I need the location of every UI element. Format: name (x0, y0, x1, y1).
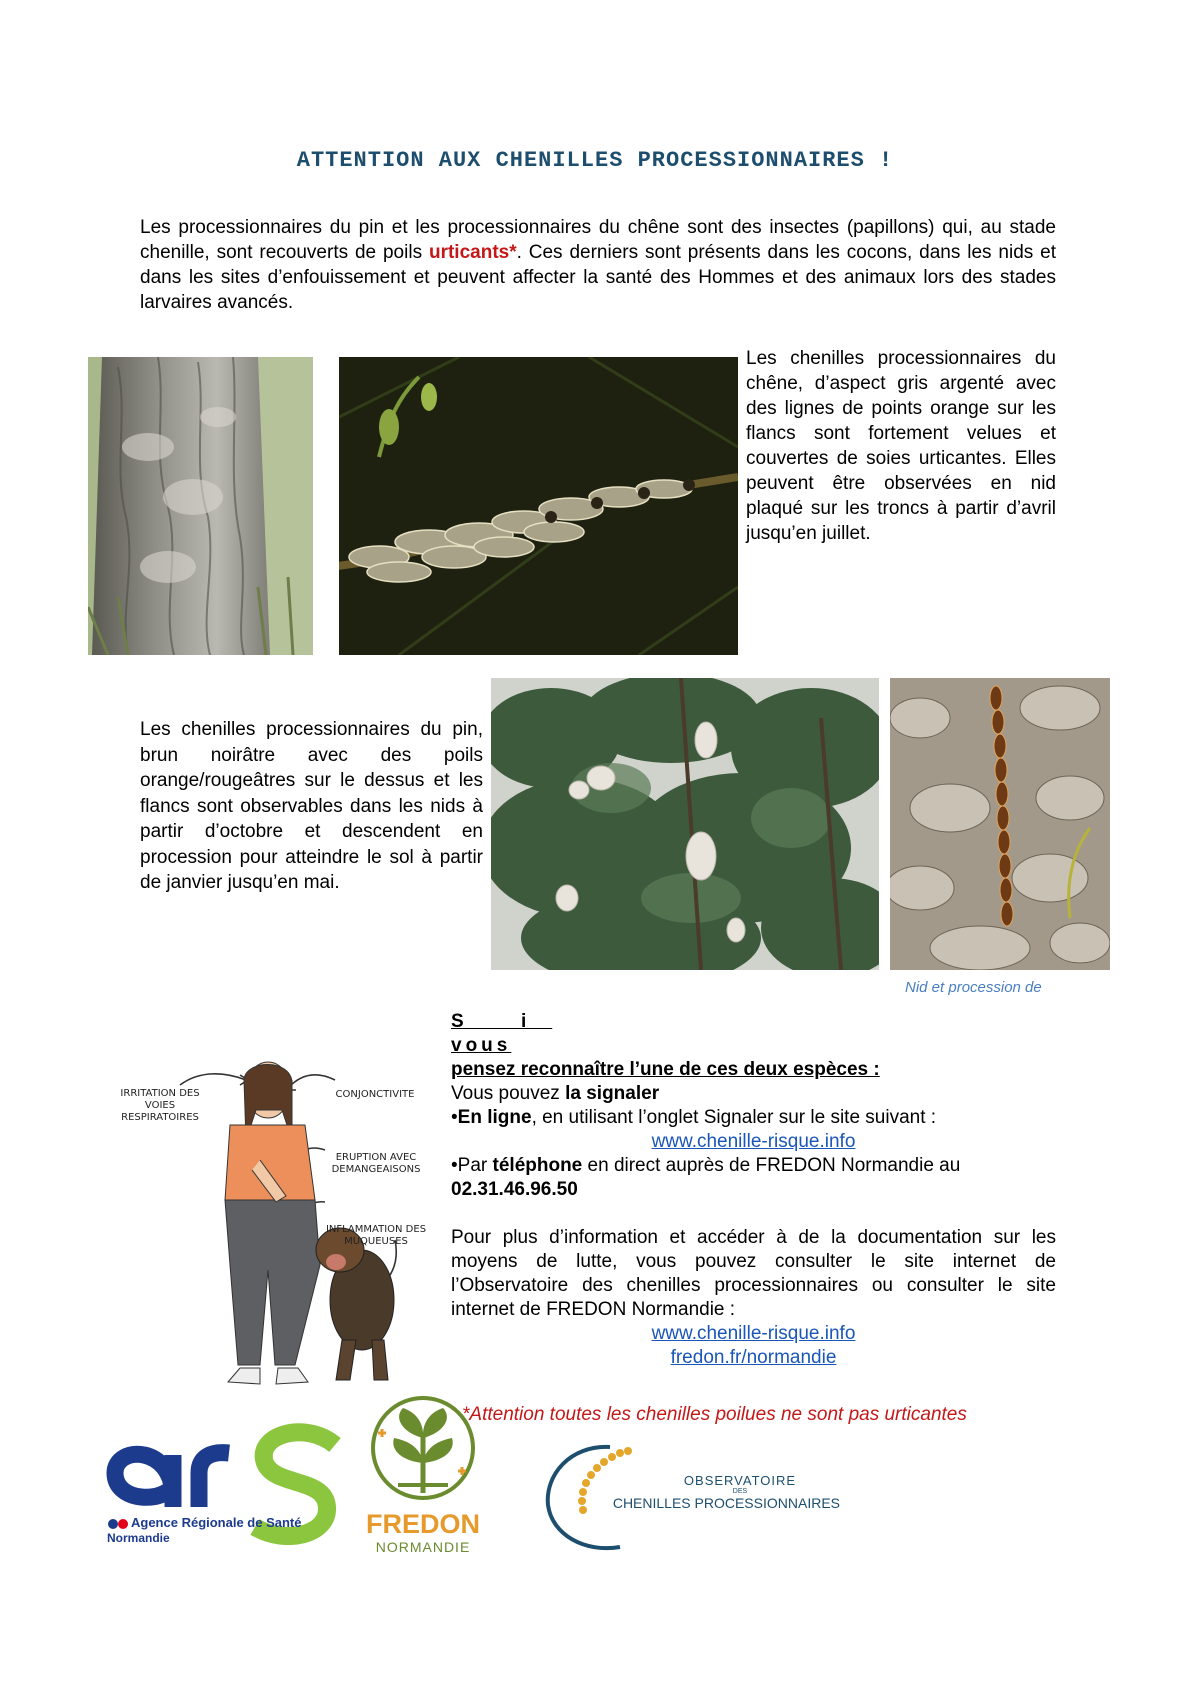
oak-caterpillar-procession-photo (339, 357, 738, 655)
intro-text-end: . Ces derniers sont présents dans les cocons, dans les nids et dans les sites d’enfouissement et peuvent affecter la santé des Hommes et des animaux lors des stades larvaires avancés. (140, 242, 1056, 313)
phone-text: en direct auprès de FREDON Normandie au (582, 1155, 961, 1176)
label-conjunctivitis: CONJONCTIVITE (335, 1089, 415, 1100)
page-title: ATTENTION AUX CHENILLES PROCESSIONNAIRES ! (296, 148, 894, 173)
online-text: , en utilisant l’onglet Signaler sur le site suivant : (531, 1107, 937, 1128)
more-info-text: Pour plus d’information et accéder à de la documentation sur les moyens de lutte, vous pouvez consulter le site internet de l’Observatoire des chenilles processionnaires ou consulter le site internet de FREDON Normandie : (451, 1227, 1056, 1320)
report-intro-text: Vous pouvez (451, 1083, 566, 1104)
report-heading-line1: S i (451, 1011, 553, 1032)
observatory-logo (540, 1435, 840, 1560)
label-mucosa-inflammation: INFLAMMATION DES MUQUEUSES (325, 1224, 427, 1247)
ars-agency-name: Agence Régionale de Santé (131, 1515, 302, 1530)
report-phone: •Par téléphone en direct auprès de FREDON Normandie au (451, 1155, 961, 1176)
label-respiratory-irritation: IRRITATION DES VOIES RESPIRATOIRES (120, 1088, 200, 1123)
fredon-region: NORMANDIE (375, 1539, 471, 1555)
pine-procession-photo (890, 678, 1110, 970)
intro-text-start: Les processionnaires du pin et les processionnaires du chêne sont des insectes (papillons) qui, au stade chenille, sont recouverts de poils (140, 217, 1056, 263)
phone-number: 02.31.46.96.50 (451, 1179, 578, 1200)
oak-caterpillar-description: Les chenilles processionnaires du chêne, d’aspect gris argenté avec des lignes de points orange sur les flancs sont fortement velues et couvertes de soies urticantes. Elles peuvent être observées en nid plaqué sur les troncs à partir d’avril jusqu’en juillet. (746, 348, 1056, 544)
phone-label: téléphone (492, 1155, 583, 1176)
ars-logo (105, 1415, 345, 1545)
report-section (451, 1010, 1056, 1370)
report-intro-bold: la signaler (565, 1083, 660, 1104)
phone-prefix: Par (457, 1155, 493, 1176)
pine-caterpillar-description: Les chenilles processionnaires du pin, brun noirâtre avec des poils orange/rougeâtres sur le dessus et les flancs sont observables dans les nids à partir d’octobre et descendent en procession pour atteindre le sol à partir de janvier jusqu’en mai. (140, 719, 483, 893)
ars-region: Normandie (107, 1531, 170, 1545)
report-online: •En ligne, en utilisant l’onglet Signaler sur le site suivant : (451, 1107, 937, 1128)
observatory-line3: CHENILLES PROCESSIONNAIRES (612, 1495, 840, 1511)
urticants-highlight: urticants* (428, 242, 517, 263)
report-heading-line2: vous (451, 1035, 512, 1056)
fredon-website-link[interactable]: fredon.fr/normandie (670, 1347, 837, 1368)
fredon-logo (358, 1393, 488, 1558)
pine-nest-photo (491, 678, 879, 970)
report-intro (451, 1082, 1056, 1106)
online-label: En ligne (457, 1107, 532, 1128)
report-website-link[interactable]: www.chenille-risque.info (651, 1131, 856, 1152)
observatory-website-link[interactable]: www.chenille-risque.info (651, 1323, 856, 1344)
oak-nest-trunk-photo (88, 357, 313, 655)
symptoms-illustration (110, 1050, 450, 1405)
urticant-footnote: *Attention toutes les chenilles poilues ne sont pas urticantes (462, 1404, 967, 1425)
report-heading-line3: pensez reconnaître l’une de ces deux espèces : (451, 1059, 880, 1080)
label-itchy-rash: ERUPTION AVEC DEMANGEAISONS (331, 1152, 421, 1175)
pine-photo-caption: Nid et procession de (905, 979, 1042, 996)
observatory-line2: DES (732, 1488, 748, 1495)
observatory-line1: OBSERVATOIRE (683, 1473, 797, 1488)
fredon-name: FREDON (366, 1509, 480, 1539)
intro-paragraph (140, 215, 1056, 315)
